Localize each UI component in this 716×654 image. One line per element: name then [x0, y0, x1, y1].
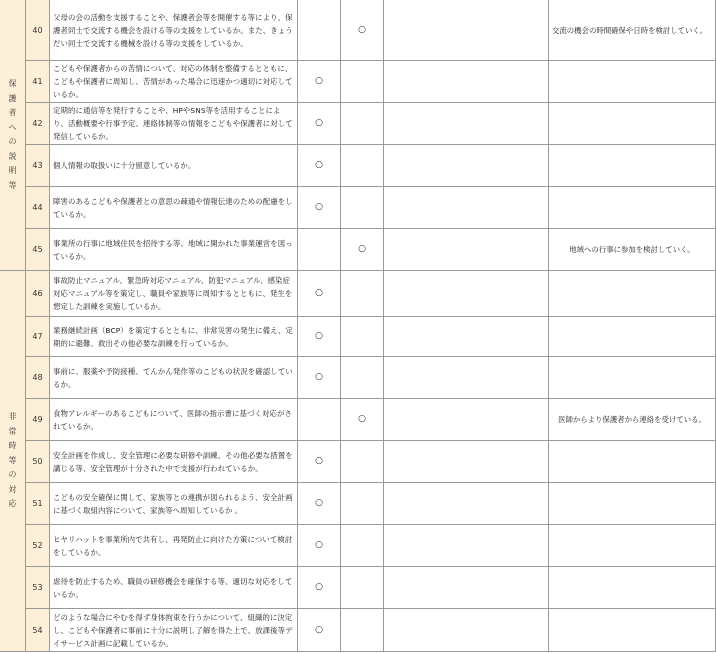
question-text: 事前に、服薬や予防接種、てんかん発作等のこどもの状況を確認しているか。	[50, 357, 298, 399]
yes-mark: ○	[298, 483, 341, 525]
no-mark	[384, 441, 549, 483]
no-mark	[384, 271, 549, 317]
table-row	[0, 271, 716, 317]
maybe-mark: ○	[341, 229, 384, 271]
maybe-mark	[341, 567, 384, 609]
category-label: 保護者への説明等	[8, 79, 17, 190]
maybe-mark	[341, 483, 384, 525]
yes-mark	[298, 229, 341, 271]
question-text: 事業所の行事に地域住民を招待する等、地域に開かれた事業運営を図っているか。	[50, 229, 298, 271]
table-row	[0, 609, 716, 652]
table-row	[0, 441, 716, 483]
maybe-mark	[341, 357, 384, 399]
yes-mark: ○	[298, 357, 341, 399]
maybe-mark	[341, 525, 384, 567]
table-row	[0, 317, 716, 357]
improvement-note: 交流の機会の時間確保や日時を検討していく。	[549, 0, 716, 61]
improvement-note: 医師からより保護者から連絡を受けている。	[549, 399, 716, 441]
yes-mark: ○	[298, 187, 341, 229]
question-text: 父母の会の活動を支援することや、保護者会等を開催する等により、保護者同士で交流する機会を設ける等の支援をしているか。また、きょうだい同士で交流する機械を設ける等の支援をしているか。	[50, 0, 298, 61]
maybe-mark	[341, 145, 384, 187]
table-row	[0, 187, 716, 229]
improvement-note	[549, 271, 716, 317]
no-mark	[384, 567, 549, 609]
question-text: ヒヤリハットを事業所内で共有し、再発防止に向けた方策について検討をしているか。	[50, 525, 298, 567]
maybe-mark: ○	[341, 0, 384, 61]
improvement-note	[549, 441, 716, 483]
no-mark	[384, 61, 549, 103]
row-number: 53	[26, 567, 50, 609]
category-label: 非常時等の対応	[8, 412, 17, 509]
no-mark	[384, 357, 549, 399]
row-number: 40	[26, 0, 50, 61]
maybe-mark	[341, 187, 384, 229]
table-row	[0, 229, 716, 271]
yes-mark: ○	[298, 441, 341, 483]
table-row	[0, 399, 716, 441]
improvement-note	[549, 103, 716, 145]
row-number: 44	[26, 187, 50, 229]
no-mark	[384, 525, 549, 567]
table-row	[0, 357, 716, 399]
table-row	[0, 525, 716, 567]
table-row	[0, 61, 716, 103]
maybe-mark	[341, 61, 384, 103]
improvement-note	[549, 483, 716, 525]
row-number: 49	[26, 399, 50, 441]
question-text: 個人情報の取扱いに十分留意しているか。	[50, 145, 298, 187]
maybe-mark	[341, 271, 384, 317]
row-number: 50	[26, 441, 50, 483]
improvement-note	[549, 317, 716, 357]
yes-mark: ○	[298, 609, 341, 652]
yes-mark	[298, 0, 341, 61]
no-mark	[384, 317, 549, 357]
question-text: こどもや保護者からの苦情について、対応の体制を整備するとともに、こどもや保護者に周知し、苦情があった場合に迅速かつ適切に対応しているか。	[50, 61, 298, 103]
row-number: 54	[26, 609, 50, 652]
no-mark	[384, 483, 549, 525]
question-text: 障害のあるこどもや保護者との意思の疎通や情報伝達のための配慮をしているか。	[50, 187, 298, 229]
no-mark	[384, 399, 549, 441]
category-cell	[0, 0, 26, 271]
improvement-note	[549, 61, 716, 103]
yes-mark: ○	[298, 317, 341, 357]
row-number: 43	[26, 145, 50, 187]
maybe-mark	[341, 441, 384, 483]
no-mark	[384, 609, 549, 652]
question-text: 定期的に通信等を発行することや、HPやSNS等を活用することにより、活動概要や行事予定、連絡体制等の情報をこどもや保護者に対して発信しているか。	[50, 103, 298, 145]
question-text: どのような場合にやむを得ず身体拘束を行うかについて、組織的に決定し、こどもや保護者に事前に十分に説明し了解を得た上で、放課後等デイサービス計画に記載しているか。	[50, 609, 298, 652]
improvement-note	[549, 145, 716, 187]
maybe-mark	[341, 317, 384, 357]
row-number: 47	[26, 317, 50, 357]
question-text: 虐待を防止するため、職員の研修機会を確保する等、適切な対応をしているか。	[50, 567, 298, 609]
maybe-mark: ○	[341, 399, 384, 441]
yes-mark: ○	[298, 567, 341, 609]
improvement-note: 地域への行事に参加を検討していく。	[549, 229, 716, 271]
yes-mark: ○	[298, 103, 341, 145]
question-text: こどもの安全確保に関して、家族等との連携が図られるよう、安全計画に基づく取組内容について、家族等へ周知しているか 。	[50, 483, 298, 525]
row-number: 51	[26, 483, 50, 525]
table-row	[0, 103, 716, 145]
improvement-note	[549, 609, 716, 652]
row-number: 48	[26, 357, 50, 399]
no-mark	[384, 187, 549, 229]
question-text: 業務継続計画（BCP）を策定するとともに、非常災害の発生に備え、定期的に避難、救出その他必要な訓練を行っているか。	[50, 317, 298, 357]
question-text: 事故防止マニュアル、緊急時対応マニュアル、防犯マニュアル、感染症対応マニュアル等を策定し、職員や家族等に周知するとともに、発生を想定した訓練を実施しているか。	[50, 271, 298, 317]
yes-mark: ○	[298, 145, 341, 187]
table-row	[0, 567, 716, 609]
row-number: 52	[26, 525, 50, 567]
no-mark	[384, 145, 549, 187]
no-mark	[384, 0, 549, 61]
row-number: 42	[26, 103, 50, 145]
row-number: 46	[26, 271, 50, 317]
maybe-mark	[341, 609, 384, 652]
table-row	[0, 145, 716, 187]
no-mark	[384, 229, 549, 271]
yes-mark: ○	[298, 61, 341, 103]
table-row	[0, 0, 716, 61]
table-row	[0, 483, 716, 525]
no-mark	[384, 103, 549, 145]
improvement-note	[549, 357, 716, 399]
yes-mark: ○	[298, 271, 341, 317]
improvement-note	[549, 187, 716, 229]
improvement-note	[549, 525, 716, 567]
improvement-note	[549, 567, 716, 609]
row-number: 41	[26, 61, 50, 103]
question-text: 食物アレルギーのあるこどもについて、医師の指示書に基づく対応がされているか。	[50, 399, 298, 441]
yes-mark: ○	[298, 525, 341, 567]
row-number: 45	[26, 229, 50, 271]
category-cell	[0, 271, 26, 652]
maybe-mark	[341, 103, 384, 145]
yes-mark	[298, 399, 341, 441]
question-text: 安全計画を作成し、安全管理に必要な研修や訓練、その他必要な措置を講じる等、安全管理が十分された中で支援が行われているか。	[50, 441, 298, 483]
